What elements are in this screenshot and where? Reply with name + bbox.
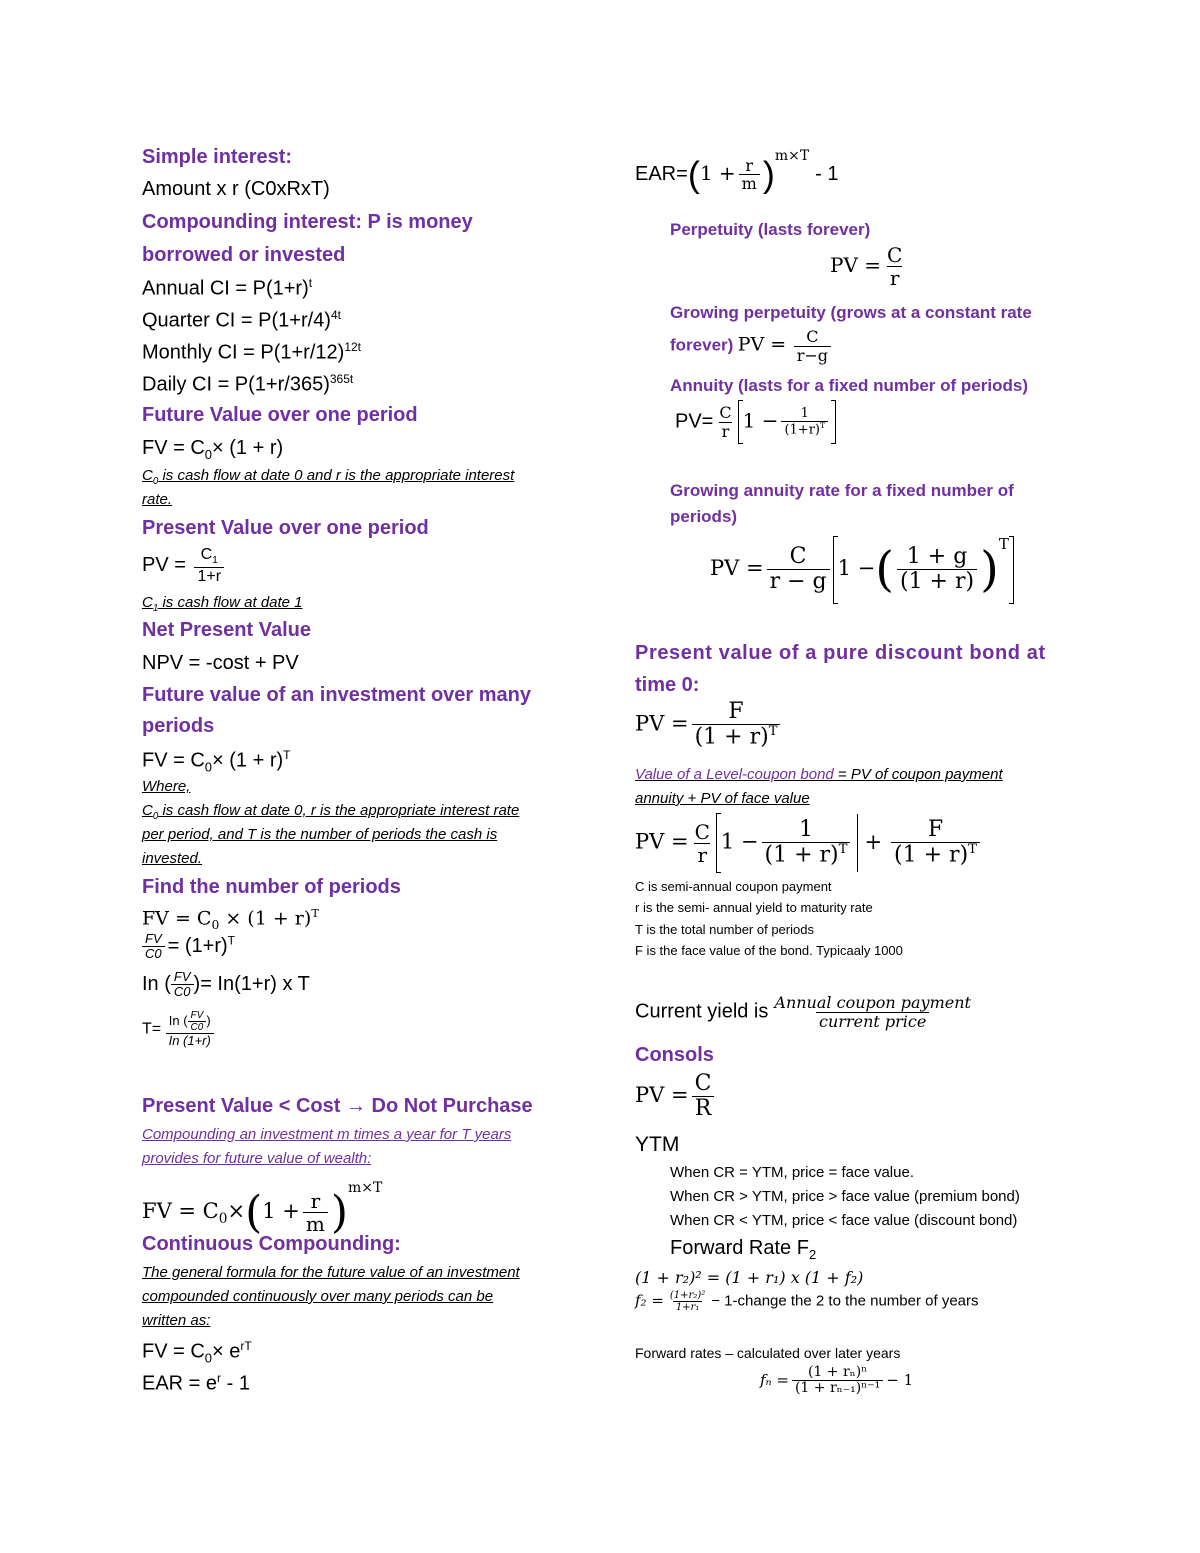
fv-m-formula: FV = $C_0\times(1$ + $\frac{r}{m}$ )$^{m\times T}$	[142, 1180, 383, 1238]
level-face-fraction: $\frac{F}{(1 + r)^T}$	[891, 818, 980, 868]
definition-r: r is the semi- annual yield to maturity rate	[635, 900, 873, 915]
compounding-m-note-2: provides for future value of wealth:	[142, 1150, 372, 1167]
ear-fraction: $\frac{r}{m}$	[739, 157, 760, 193]
level-coupon-formula: PV = $\frac{C}{r}$ 1 − $\frac{1}{(1 + r)^T}$ + $\frac{F}{(1 + r)^T}$	[635, 813, 983, 873]
level-coupon-note: Value of a Level-coupon bond = PV of coupon payment	[635, 766, 1003, 783]
growing-annuity-formula: PV = $\frac{C}{r - g}$ 1 −( $\frac{1 + g}{(1 + r)}$ )$^T$	[710, 535, 1014, 604]
pure-discount-bond-heading-2: time 0:	[635, 674, 700, 696]
pure-discount-bond-heading-1: Present value of a pure discount bond at	[635, 642, 1046, 664]
fv-one-period-formula: FV = $C_0\times (1 + r)$	[142, 437, 284, 462]
npv-formula: NPV = -cost + PV	[142, 652, 299, 674]
nper-formula-1: FV = $C_0 \times (1 + r)^T$	[142, 906, 319, 933]
annuity-c-r-fraction: $\frac{C}{r}$	[719, 402, 732, 441]
current-yield-formula: Current yield is $\frac{\text{Annual coupon payment}}{\text{current price}}$	[635, 994, 977, 1030]
nper-log-fraction: $\frac{FV}{C0}$	[171, 970, 194, 1000]
fv-many-heading-2: periods	[142, 715, 215, 737]
fv-one-period-note-cont: rate.	[142, 491, 173, 508]
compounding-heading-2: borrowed or invested	[142, 244, 346, 266]
forward-rate-fraction: $\frac{\text{(1+r₂)²}}{\text{1+r₁}}$	[669, 1290, 706, 1313]
simple-interest-heading: Simple interest:	[142, 146, 293, 168]
nper-formula-4: T= In ( $\frac{FV}{C0}$ ) In (1+r)	[142, 1010, 217, 1048]
nper-solution-fraction: In ( $\frac{FV}{C0}$ ) In (1+r)	[166, 1010, 214, 1048]
fv-many-note-1: $C_0$ is cash flow at date 0, r is the appropriate interest rate	[142, 802, 520, 822]
nper-heading: Find the number of periods	[142, 876, 401, 898]
growing-perpetuity-line: forever) PV = $\frac{C}{r-g}$	[670, 328, 834, 364]
pure-discount-bond-formula: PV = $\frac{F}{(1 + r)^T}$	[635, 700, 783, 750]
ytm-rule-1: When CR = YTM, price = face value.	[670, 1164, 914, 1181]
pv-one-period-heading: Present Value over one period	[142, 517, 429, 539]
continuous-note-2: compounded continuously over many periods can be	[142, 1288, 494, 1305]
continuous-note-3: written as:	[142, 1312, 211, 1329]
fv-one-period-heading: Future Value over one period	[142, 404, 418, 426]
forward-rate-equation-1: (1 + r₂)² = (1 + r₁) x (1 + f₂)	[635, 1268, 864, 1287]
annual-ci-formula: Annual CI = $P(1+r)^t$	[142, 276, 313, 300]
definition-c: C is semi-annual coupon payment	[635, 879, 832, 894]
fv-many-heading-1: Future value of an investment over many	[142, 684, 531, 706]
annuity-inner-fraction: $\frac{1}{(1+r)^T}$	[781, 407, 828, 438]
ytm-rule-2: When CR > YTM, price > face value (premium bond)	[670, 1188, 1020, 1205]
ear-formula: EAR=(1 + $\frac{r}{m}$ )$^{m\times T}$- 1	[635, 148, 839, 195]
level-coupon-note-2: annuity + PV of face value	[635, 790, 810, 807]
consols-heading: Consols	[635, 1044, 714, 1066]
perpetuity-fraction: $\frac{C}{r}$	[887, 243, 903, 290]
growing-perpetuity-heading-1: Growing perpetuity (grows at a constant rate	[670, 303, 1032, 322]
pv-one-period-note: $C_1$ is cash flow at date 1	[142, 594, 303, 614]
growing-annuity-c-fraction: $\frac{C}{r - g}$	[767, 545, 830, 594]
fv-many-formula: FV = $C_0\times (1 + r)^T$	[142, 748, 291, 775]
level-c-r-fraction: $\frac{C}{r}$	[694, 819, 710, 867]
level-inner-fraction: $\frac{1}{(1 + r)^T}$	[762, 818, 851, 868]
fv-many-note-3: invested.	[142, 850, 203, 867]
perpetuity-heading: Perpetuity (lasts forever)	[670, 220, 871, 239]
forward-rate-equation-2: f₂ = $\frac{\text{(1+r₂)²}}{\text{1+r₁}}$ − 1-change the 2 to the number of years	[635, 1290, 979, 1313]
continuous-compounding-heading: Continuous Compounding:	[142, 1233, 401, 1255]
compounding-heading-1: Compounding interest: P is money	[142, 211, 473, 233]
fv-m-fraction: $\frac{r}{m}$	[303, 1190, 328, 1235]
growing-perpetuity-heading-2: forever)	[670, 335, 734, 355]
fv-one-period-note: $C_0$ is cash flow at date 0 and r is the appropriate interest	[142, 467, 515, 487]
annuity-heading: Annuity (lasts for a fixed number of periods)	[670, 376, 1028, 395]
perpetuity-formula: PV = $\frac{C}{r}$	[830, 244, 908, 289]
continuous-ear-formula: EAR = $e^r - 1$	[142, 1371, 250, 1395]
consols-fraction: $\frac{C}{R}$	[692, 1072, 715, 1121]
growing-annuity-inner-fraction: $\frac{1 + g}{(1 + r)}$	[897, 545, 977, 594]
compounding-m-note-1: Compounding an investment m times a year for T years	[142, 1126, 512, 1143]
nper-fv-c0-fraction: $\frac{FV}{C0}$	[142, 932, 165, 962]
definition-t: T is the total number of periods	[635, 922, 814, 937]
growing-annuity-heading-1: Growing annuity rate for a fixed number of	[670, 481, 1014, 500]
forward-rate-equation-3: fₙ = $\frac{\text{(1 + rₙ)ⁿ}}{\text{(1 + rₙ₋₁)ⁿ⁻¹}}$ − 1	[760, 1364, 914, 1397]
forward-rate-later-fraction: $\frac{\text{(1 + rₙ)ⁿ}}{\text{(1 + rₙ₋₁)ⁿ⁻¹}}$	[792, 1365, 883, 1397]
continuous-fv-formula: FV = $C_0\times e^{rT}$	[142, 1339, 252, 1366]
where-label: Where,	[142, 778, 191, 795]
bond-fraction: $\frac{F}{(1 + r)^T}$	[692, 700, 781, 750]
consols-formula: PV = $\frac{C}{R}$	[635, 1072, 717, 1121]
forward-rates-later-label: Forward rates – calculated over later years	[635, 1345, 901, 1361]
nper-formula-2: $\frac{FV}{C0}$ = $(1+r)^T$	[142, 932, 235, 962]
ytm-heading: YTM	[635, 1133, 680, 1156]
growing-perpetuity-fraction: $\frac{C}{r-g}$	[794, 328, 831, 364]
pv-cost-heading: Present Value < Cost → Do Not Purchase	[142, 1095, 533, 1117]
current-yield-fraction: $\frac{\text{Annual coupon payment}}{\text{current price}}$	[774, 993, 971, 1031]
simple-interest-formula: Amount x r (C0xRxT)	[142, 178, 330, 200]
ytm-rule-3: When CR < YTM, price < face value (discount bond)	[670, 1212, 1018, 1229]
nper-inner-fraction: $\frac{FV}{C0}$	[188, 1010, 207, 1033]
daily-ci-formula: Daily CI = $P(1+r/365)^{365t}$	[142, 372, 354, 396]
monthly-ci-formula: Monthly CI = $P(1+r/12)^{12t}$	[142, 340, 361, 364]
forward-rate-heading: Forward Rate $F_2$	[670, 1237, 817, 1262]
definition-f: F is the face value of the bond. Typicaaly 1000	[635, 943, 903, 958]
quarter-ci-formula: Quarter CI = $P(1+r/4)^{4t}$	[142, 308, 341, 332]
annuity-formula: PV= $\frac{C}{r}$ 1 − $\frac{1}{(1+r)^T}$	[675, 400, 836, 444]
continuous-note-1: The general formula for the future value of an investment	[142, 1264, 520, 1281]
pv-one-period-formula: PV = $\frac{C_1}{1+r}$	[142, 546, 227, 585]
fv-many-note-2: per period, and T is the number of periods the cash is	[142, 826, 498, 843]
npv-heading: Net Present Value	[142, 619, 311, 641]
nper-formula-3: In ( $\frac{FV}{C0}$ )= In(1+r) x T	[142, 969, 310, 1000]
growing-annuity-heading-2: periods)	[670, 507, 738, 526]
pv-one-fraction: $\frac{C_1}{1+r}$	[194, 546, 224, 585]
